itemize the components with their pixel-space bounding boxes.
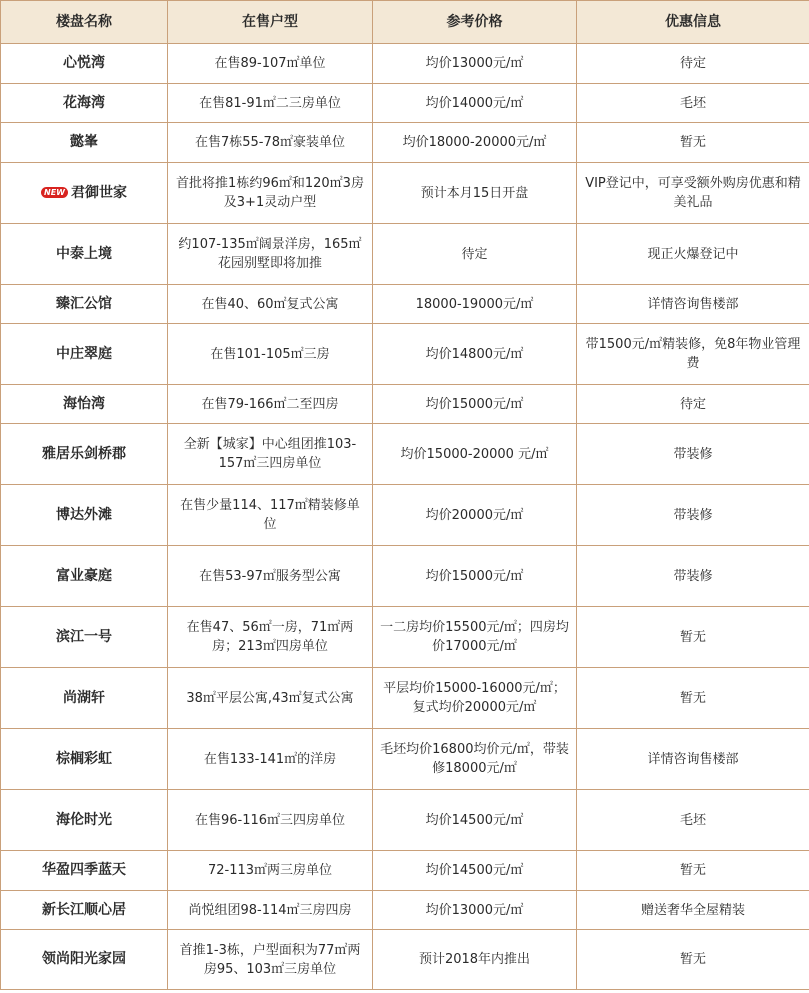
reference-price: 均价13000元/㎡ <box>373 891 577 930</box>
property-name: 滨江一号 <box>1 607 168 668</box>
offer-info: 详情咨询售楼部 <box>577 285 809 324</box>
unit-types: 在售7栋55-78㎡豪装单位 <box>168 123 373 163</box>
property-name: 臻汇公馆 <box>1 285 168 324</box>
property-name: 中庄翠庭 <box>1 324 168 385</box>
reference-price: 平层均价15000-16000元/㎡；复式均价20000元/㎡ <box>373 668 577 729</box>
table-row <box>1 285 809 324</box>
offer-info: 暂无 <box>577 123 809 163</box>
offer-info: 带1500元/㎡精装修，免8年物业管理费 <box>577 324 809 385</box>
unit-types: 在售89-107㎡单位 <box>168 44 373 84</box>
unit-types: 首推1-3栋，户型面积为77㎡两房95、103㎡三房单位 <box>168 930 373 990</box>
reference-price: 待定 <box>373 224 577 285</box>
table-row <box>1 324 809 385</box>
offer-info: 带装修 <box>577 424 809 485</box>
unit-types: 在售101-105㎡三房 <box>168 324 373 385</box>
new-badge: NEW <box>41 187 68 198</box>
offer-info: 详情咨询售楼部 <box>577 729 809 790</box>
property-name: 华盈四季蓝天 <box>1 851 168 891</box>
table-row <box>1 224 809 285</box>
table-header-row <box>1 1 809 44</box>
offer-info: 现正火爆登记中 <box>577 224 809 285</box>
property-name: 中泰上境 <box>1 224 168 285</box>
property-name: 懿峯 <box>1 123 168 163</box>
property-name <box>1 163 168 224</box>
offer-info: 待定 <box>577 44 809 84</box>
table-row <box>1 385 809 424</box>
table-row <box>1 790 809 851</box>
table-row <box>1 891 809 930</box>
unit-types: 在售40、60㎡复式公寓 <box>168 285 373 324</box>
table-row <box>1 44 809 84</box>
offer-info: 带装修 <box>577 546 809 607</box>
unit-types: 在售少量114、117㎡精装修单位 <box>168 485 373 546</box>
reference-price: 预计2018年内推出 <box>373 930 577 990</box>
offer-info: VIP登记中，可享受额外购房优惠和精美礼品 <box>577 163 809 224</box>
offer-info: 暂无 <box>577 607 809 668</box>
table-row <box>1 123 809 163</box>
offer-info: 待定 <box>577 385 809 424</box>
unit-types: 在售81-91㎡二三房单位 <box>168 84 373 123</box>
table-row <box>1 163 809 224</box>
offer-info: 毛坯 <box>577 790 809 851</box>
reference-price: 预计本月15日开盘 <box>373 163 577 224</box>
table-row <box>1 607 809 668</box>
reference-price: 18000-19000元/㎡ <box>373 285 577 324</box>
header-price: 参考价格 <box>373 1 577 44</box>
reference-price: 均价20000元/㎡ <box>373 485 577 546</box>
table-row <box>1 546 809 607</box>
property-name: 博达外滩 <box>1 485 168 546</box>
reference-price: 均价18000-20000元/㎡ <box>373 123 577 163</box>
offer-info: 毛坯 <box>577 84 809 123</box>
reference-price: 毛坯均价16800均价元/㎡，带装修18000元/㎡ <box>373 729 577 790</box>
header-name: 楼盘名称 <box>1 1 168 44</box>
unit-types: 在售96-116㎡三四房单位 <box>168 790 373 851</box>
reference-price: 均价14500元/㎡ <box>373 790 577 851</box>
table-row <box>1 84 809 123</box>
property-name: 富业豪庭 <box>1 546 168 607</box>
property-name: 心悦湾 <box>1 44 168 84</box>
reference-price: 均价14800元/㎡ <box>373 324 577 385</box>
property-name: 雅居乐剑桥郡 <box>1 424 168 485</box>
table-row <box>1 851 809 891</box>
table-row <box>1 930 809 990</box>
property-name: 新长江顺心居 <box>1 891 168 930</box>
property-name-text: 君御世家 <box>70 184 127 201</box>
reference-price: 一二房均价15500元/㎡；四房均价17000元/㎡ <box>373 607 577 668</box>
offer-info: 赠送奢华全屋精装 <box>577 891 809 930</box>
unit-types: 在售133-141㎡的洋房 <box>168 729 373 790</box>
offer-info: 暂无 <box>577 851 809 891</box>
unit-types: 在售47、56㎡一房，71㎡两房；213㎡四房单位 <box>168 607 373 668</box>
reference-price: 均价14000元/㎡ <box>373 84 577 123</box>
property-name: 领尚阳光家园 <box>1 930 168 990</box>
unit-types: 38㎡平层公寓,43㎡复式公寓 <box>168 668 373 729</box>
reference-price: 均价13000元/㎡ <box>373 44 577 84</box>
unit-types: 首批将推1栋约96㎡和120㎡3房及3+1灵动户型 <box>168 163 373 224</box>
offer-info: 暂无 <box>577 930 809 990</box>
header-units: 在售户型 <box>168 1 373 44</box>
property-name: 花海湾 <box>1 84 168 123</box>
unit-types: 约107-135㎡阔景洋房，165㎡花园别墅即将加推 <box>168 224 373 285</box>
table-row <box>1 424 809 485</box>
reference-price: 均价14500元/㎡ <box>373 851 577 891</box>
property-name: 海伦时光 <box>1 790 168 851</box>
offer-info: 带装修 <box>577 485 809 546</box>
reference-price: 均价15000-20000 元/㎡ <box>373 424 577 485</box>
reference-price: 均价15000元/㎡ <box>373 385 577 424</box>
unit-types: 尚悦组团98-114㎡三房四房 <box>168 891 373 930</box>
unit-types: 全新【城家】中心组团推103-157㎡三四房单位 <box>168 424 373 485</box>
property-name: 海怡湾 <box>1 385 168 424</box>
reference-price: 均价15000元/㎡ <box>373 546 577 607</box>
unit-types: 在售53-97㎡服务型公寓 <box>168 546 373 607</box>
offer-info: 暂无 <box>577 668 809 729</box>
property-name: 棕榈彩虹 <box>1 729 168 790</box>
table-row <box>1 485 809 546</box>
property-name: 尚湖轩 <box>1 668 168 729</box>
table-row <box>1 668 809 729</box>
unit-types: 在售79-166㎡二至四房 <box>168 385 373 424</box>
header-offer: 优惠信息 <box>577 1 809 44</box>
unit-types: 72-113㎡两三房单位 <box>168 851 373 891</box>
table-row <box>1 729 809 790</box>
